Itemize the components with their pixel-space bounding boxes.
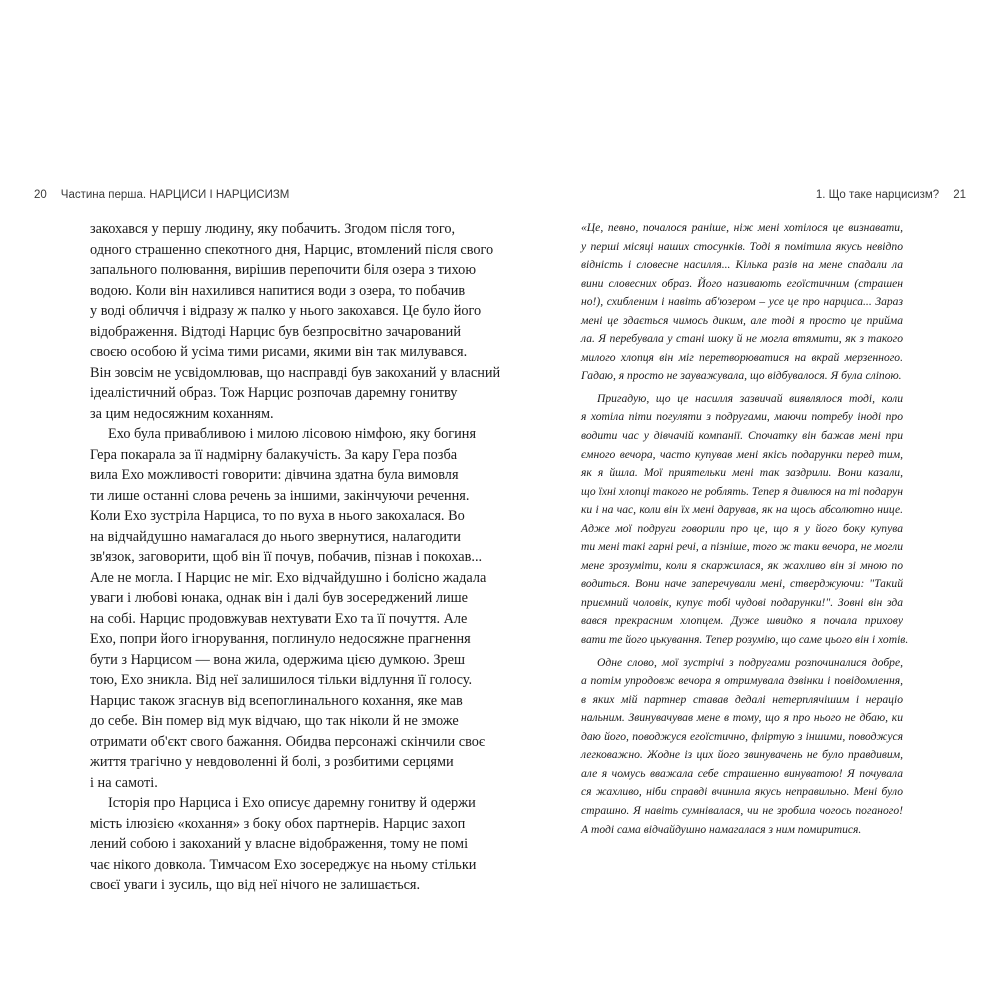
- running-head-left: [34, 189, 289, 201]
- text-line: Історія про Нарциса і Ехо описує даремну гонитву й одержи: [108, 795, 476, 811]
- text-line: приємний чоловік, купує тобі чудові подарунки!". Зовні він зда: [581, 595, 903, 609]
- text-line: вини словесних образ. Його називають егоїстичним (страшен: [581, 276, 903, 290]
- text-line: я хотіла піти погуляти з подругами, маючи потребу іноді про: [581, 410, 903, 424]
- text-line: чає нікого довкола. Тимчасом Ехо зосереджує на ньому стільки: [90, 856, 477, 873]
- text-line: одного страшенно спекотного дня, Нарцис, втомлений після свого: [90, 241, 494, 258]
- text-line: милого хлопця він міг перетворюватися на вкрай мерзенного.: [581, 350, 903, 364]
- text-line: Нарцис також згаснув від всепоглинального кохання, яке мав: [90, 692, 463, 709]
- text-line: ся жахливо, ніби справді вчинила якусь неправильно. Мені було: [581, 785, 903, 799]
- text-line: водою. Коли він нахилився напитися води з озера, то побачив: [90, 282, 466, 299]
- text-line: ємного вечора, часто купував мені якісь подарунки перед тим,: [581, 447, 903, 461]
- text-line: Але не могла. І Нарцис не міг. Ехо відчайдушно і болісно жадала: [90, 569, 487, 586]
- text-line: Він зовсім не усвідомлював, що насправді був закоханий у власний: [90, 364, 501, 381]
- text-line: лений собою і закоханий у власне відображення, тому не помі: [90, 836, 469, 852]
- text-line: нальним. Звинувачував мене в тому, що я про нього не дбаю, ки: [581, 711, 903, 725]
- text-line: ти лише останні слова речень за іншими, закінчуючи речення.: [90, 487, 470, 504]
- text-line: Гера покарала за її надмірну балакучість. За кару Гера позба: [90, 446, 458, 463]
- text-line: своєю особою й усіма тими рисами, якими він так милувався.: [90, 344, 468, 360]
- text-line: ідеалістичний образ. Тож Нарцис розпочав даремну гонитву: [90, 385, 458, 401]
- text-line: Одне слово, мої зустрічі з подругами розпочиналися добре,: [597, 655, 903, 669]
- text-line: вати те його цькування. Тепер розумію, що саме цього він і хотів.: [581, 633, 909, 647]
- text-line: Гадаю, я просто не зауважувала, що відбувалося. Я була сліпою.: [581, 369, 902, 383]
- text-line: що їхні хлопці такого не роблять. Тепер я дивлюся на ті подарун: [581, 484, 903, 498]
- text-line: Коли Ехо зустріла Нарциса, то по вуха в нього закохалася. Во: [90, 508, 465, 524]
- text-line: закохався у першу людину, яку побачить. Згодом після того,: [90, 221, 456, 237]
- text-line: в яких мій партнер ставав дедалі нетерплячішим і нераціо: [581, 692, 903, 706]
- text-line: зв'язок, заговорити, щоб він її почув, побачив, пізнав і покохав...: [90, 549, 483, 565]
- text-line: мість ілюзією «кохання» з боку обох партнерів. Нарцис захоп: [90, 815, 466, 832]
- text-line: «Це, певно, почалося раніше, ніж мені хотілося це визнавати,: [581, 221, 903, 234]
- text-line: і на самоті.: [90, 774, 158, 791]
- text-line: вався прекрасним хлопцем. Дуже швидко я почала прихову: [581, 614, 903, 628]
- text-line: Ехо, попри його ігнорування, поглинуло недосяжне прагнення: [90, 631, 471, 647]
- running-title-right: 1. Що таке нарцисизм?: [815, 189, 940, 201]
- text-line: на відчайдушно намагалася до нього звернутися, налагодити: [90, 528, 461, 545]
- text-line: у воді обличчя і відразу ж палко у нього закохався. Це було його: [90, 303, 482, 319]
- text-line: вила Ехо можливості говорити: дівчина здатна була вимовля: [90, 467, 459, 483]
- right-page-body: [581, 219, 909, 839]
- text-line: водити час у дівчачій компанії. Спочатку він бажав мені при: [581, 429, 903, 443]
- left-page-body: [90, 219, 501, 896]
- text-line: страшно. Я навіть сумнівалася, чи не зробила чогось поганого!: [581, 803, 903, 817]
- text-line: у перші місяці наших стосунків. Тоді я помітила якусь невідпо: [581, 239, 903, 253]
- text-line: на собі. Нарцис продовжував нехтувати Ехо та її почуття. Але: [90, 610, 468, 627]
- text-line: легковажно. Жодне із цих його звинувачень не було правдивим,: [581, 748, 903, 762]
- text-line: даю його, поводжуся егоїстично, фліртую з іншими, поводжуся: [581, 729, 903, 743]
- text-line: як я йшла. Мої приятельки мені так заздрили. Вони казали,: [581, 466, 903, 480]
- page-number-left: 20: [34, 189, 47, 201]
- text-line: Адже мої подруги говорили про це, що я у його боку купува: [581, 521, 903, 535]
- text-line: відність і словесне насилля... Кілька разів на мене спадали ла: [581, 258, 903, 272]
- text-line: водиться. Вони наче заперечували мені, стверджуючи: "Такий: [581, 577, 903, 591]
- text-line: отримати об'єкт свого бажання. Обидва персонажі скінчили своє: [90, 733, 486, 750]
- text-line: тою, Ехо зникла. Від неї залишилося тільки відлуння її голосу.: [90, 672, 473, 688]
- text-line: своєї уваги і зусиль, що від неї нічого не залишається.: [90, 877, 421, 893]
- text-line: мені це здається чимось диким, але тоді я просто це прийма: [581, 313, 903, 327]
- text-line: А тоді сама відчайдушно намагалася з ним помиритися.: [581, 822, 862, 836]
- text-line: ки і на час, коли він їх мені дарував, як на щось абсолютно нице.: [581, 503, 903, 517]
- text-line: а потім упродовж вечора я отримувала дзвінки і повідомлення,: [581, 674, 903, 688]
- text-line: за цим недосяжним коханням.: [90, 405, 274, 422]
- text-line: ла. Я перебувала у стані шоку й не могла втямити, як з такого: [581, 332, 903, 346]
- text-line: але я чомусь вважала себе страшенно винуватою! Я почувала: [581, 766, 903, 780]
- text-line: до себе. Він помер від мук відчаю, що так ніколи й не зможе: [90, 713, 459, 729]
- text-line: Пригадую, що це насилля зазвичай виявлялося тоді, коли: [597, 391, 903, 405]
- running-title-left: Частина перша. НАРЦИСИ І НАРЦИСИЗМ: [60, 189, 290, 201]
- text-line: Ехо була привабливою і милою лісовою німфою, яку богиня: [108, 426, 477, 442]
- text-line: життя трагічно у невдоволенні й болі, з розбитими серцями: [90, 754, 454, 770]
- text-line: відображення. Відтоді Нарцис був безпросвітно зачарований: [90, 323, 461, 340]
- text-line: мене зрозуміти, коли я скаржилася, як жахливо він зі мною по: [581, 558, 903, 572]
- text-line: ти мені такі гарні речі, а пізніше, того ж таки вечора, не могли: [581, 540, 904, 554]
- text-line: уваги і любові юнака, однак він і далі був зосереджений лише: [90, 590, 468, 606]
- page-number-right: 21: [953, 189, 966, 201]
- text-line: запального полювання, вирішив перепочити біля озера з тихою: [90, 262, 477, 278]
- text-line: но!), схибленим і навіть аб'юзером – усе це про нарциса... Зараз: [581, 295, 903, 309]
- running-head-right: [816, 189, 966, 201]
- text-line: бути з Нарцисом — вона жила, одержима цією думкою. Зреш: [90, 651, 465, 668]
